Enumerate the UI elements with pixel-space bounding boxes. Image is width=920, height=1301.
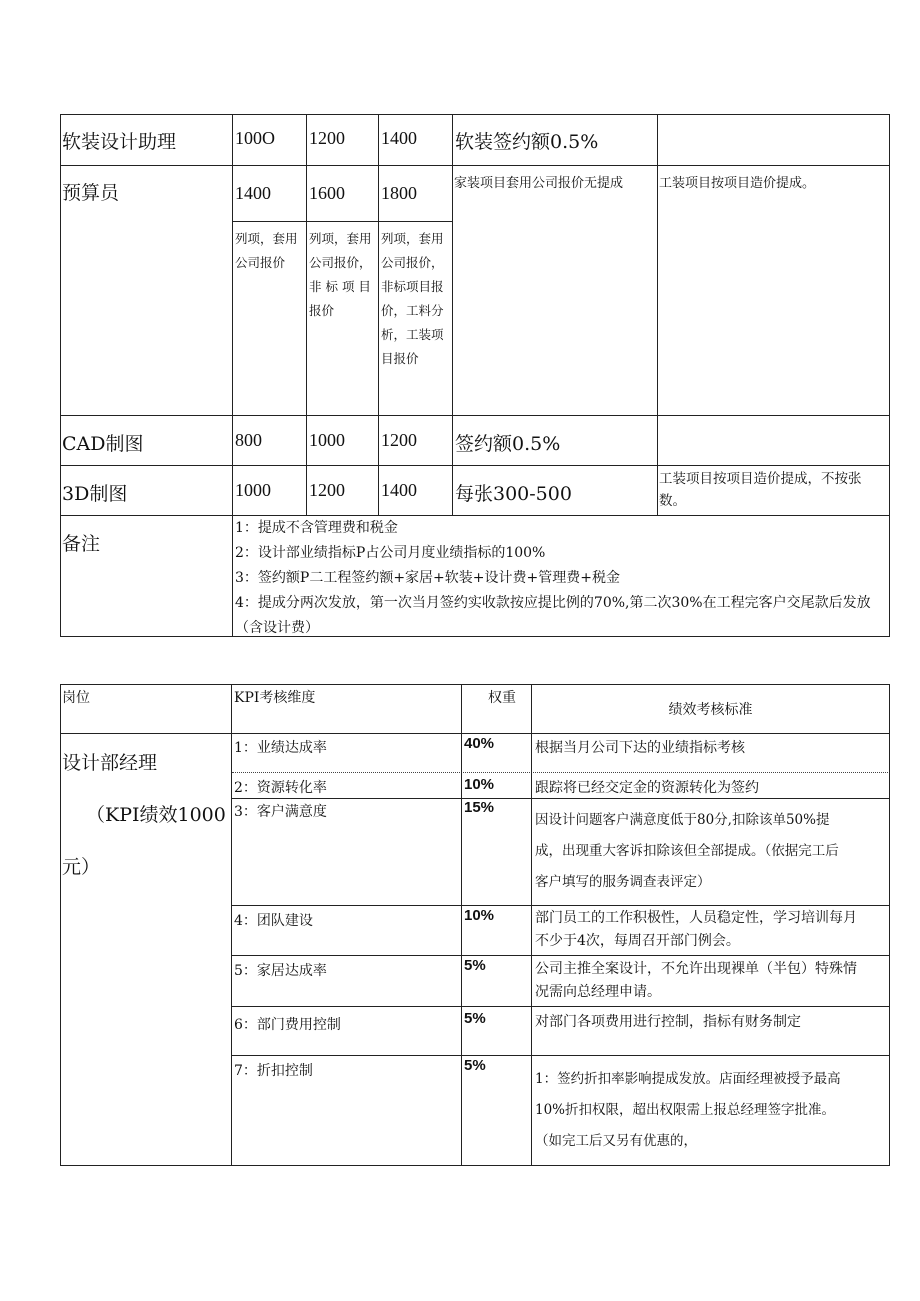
level3-duty: 列项，套用公司报价，非标项目报价，工料分析，工装项目报价 — [381, 231, 444, 366]
level2-salary: 1200 — [309, 128, 345, 148]
header-post: 岗位 — [62, 690, 90, 706]
kpi-weight: 15% — [464, 799, 495, 816]
extra-rule: 工装项目按项目造价提成，不按张数。 — [659, 471, 862, 509]
level3-salary: 1400 — [381, 480, 417, 500]
level2-salary: 1200 — [309, 480, 345, 500]
commission-rule: 家装项目套用公司报价无提成 — [454, 176, 624, 191]
level1-salary: 1400 — [235, 183, 271, 203]
remark-item: 2：设计部业绩指标P占公司月度业绩指标的100% — [235, 545, 546, 561]
role-cell: 预算员 — [62, 182, 120, 204]
level1-duty: 列项，套用公司报价 — [235, 231, 298, 270]
standard-line: （如完工后又另有优惠的， — [535, 1133, 697, 1149]
level1-salary: 800 — [235, 430, 262, 450]
kpi-standard — [535, 1064, 841, 1157]
role-cell: 软装设计助理 — [62, 131, 177, 153]
header-weight: 权重 — [488, 690, 516, 706]
extra-rule: 工装项目按项目造价提成。 — [659, 176, 816, 191]
kpi-item: 4：团队建设 — [234, 913, 313, 929]
remark-item: 4：提成分两次发放，第一次当月签约实收款按应提比例的70%,第二次30%在工程完客户交尾款后发放（含设计费） — [235, 595, 871, 636]
level1-salary: 1000 — [235, 480, 271, 500]
kpi-standard: 跟踪将已经交定金的资源转化为签约 — [535, 780, 759, 796]
level2-duty: 列项，套用公司报价，非 标 项 目报价 — [309, 231, 372, 318]
kpi-standard: 根据当月公司下达的业绩指标考核 — [535, 740, 745, 756]
standard-line: 部门员工的工作积极性，人员稳定性，学习培训每月 — [535, 910, 857, 926]
remark-item: 3：签约额P二工程签约额+家居+软装+设计费+管理费+税金 — [235, 570, 620, 586]
level3-salary: 1400 — [381, 128, 417, 148]
standard-line: 公司主推全案设计，不允许出现裸单（半包）特殊情 — [535, 961, 857, 977]
commission-rule: 软装签约额0.5% — [455, 131, 599, 153]
standard-line: 因设计问题客户满意度低于80分,扣除该单50%提 — [535, 812, 830, 828]
remarks-label: 备注 — [62, 533, 101, 555]
level3-salary: 1800 — [381, 183, 417, 203]
remark-item: 1：提成不含管理费和税金 — [235, 520, 398, 536]
standard-line: 10%折扣权限，超出权限需上报总经理签字批准。 — [535, 1102, 836, 1118]
role-cell: CAD制图 — [62, 433, 144, 455]
post-kpi-amount-cont: 元） — [62, 856, 101, 878]
kpi-item: 6：部门费用控制 — [234, 1017, 341, 1033]
kpi-standard — [535, 958, 857, 1004]
level2-salary: 1000 — [309, 430, 345, 450]
level3-salary: 1200 — [381, 430, 417, 450]
kpi-item: 3：客户满意度 — [234, 804, 327, 820]
remarks-list — [235, 516, 887, 641]
level1-salary: 100O — [235, 128, 275, 148]
kpi-weight: 5% — [464, 1010, 486, 1027]
kpi-weight: 40% — [464, 735, 495, 752]
standard-line: 况需向总经理申请。 — [535, 984, 661, 1000]
kpi-standard: 对部门各项费用进行控制，指标有财务制定 — [535, 1014, 801, 1030]
kpi-item: 7：折扣控制 — [234, 1063, 313, 1079]
standard-line: 不少于4次，每周召开部门例会。 — [535, 933, 740, 949]
header-kpi: KPI考核维度 — [234, 690, 316, 706]
level2-salary: 1600 — [309, 183, 345, 203]
commission-rule: 每张300-500 — [455, 483, 572, 505]
kpi-weight: 10% — [464, 776, 495, 793]
post-title: 设计部经理 — [62, 752, 158, 774]
standard-line: 1：签约折扣率影响提成发放。店面经理被授予最高 — [535, 1071, 841, 1087]
post-kpi-amount: （KPI绩效1000 — [86, 804, 226, 826]
kpi-item: 2：资源转化率 — [234, 780, 327, 796]
kpi-item: 1：业绩达成率 — [234, 740, 327, 756]
commission-rule: 签约额0.5% — [455, 433, 561, 455]
standard-line: 客户填写的服务调查表评定） — [535, 874, 711, 890]
kpi-weight: 5% — [464, 957, 486, 974]
standard-line: 成，出现重大客诉扣除该但全部提成。（依据完工后 — [535, 843, 839, 859]
kpi-standard — [535, 805, 839, 898]
kpi-standard — [535, 907, 857, 953]
header-standard: 绩效考核标准 — [668, 702, 753, 718]
kpi-weight: 5% — [464, 1057, 486, 1074]
role-cell: 3D制图 — [62, 483, 128, 505]
kpi-item: 5：家居达成率 — [234, 963, 327, 979]
kpi-weight: 10% — [464, 907, 495, 924]
